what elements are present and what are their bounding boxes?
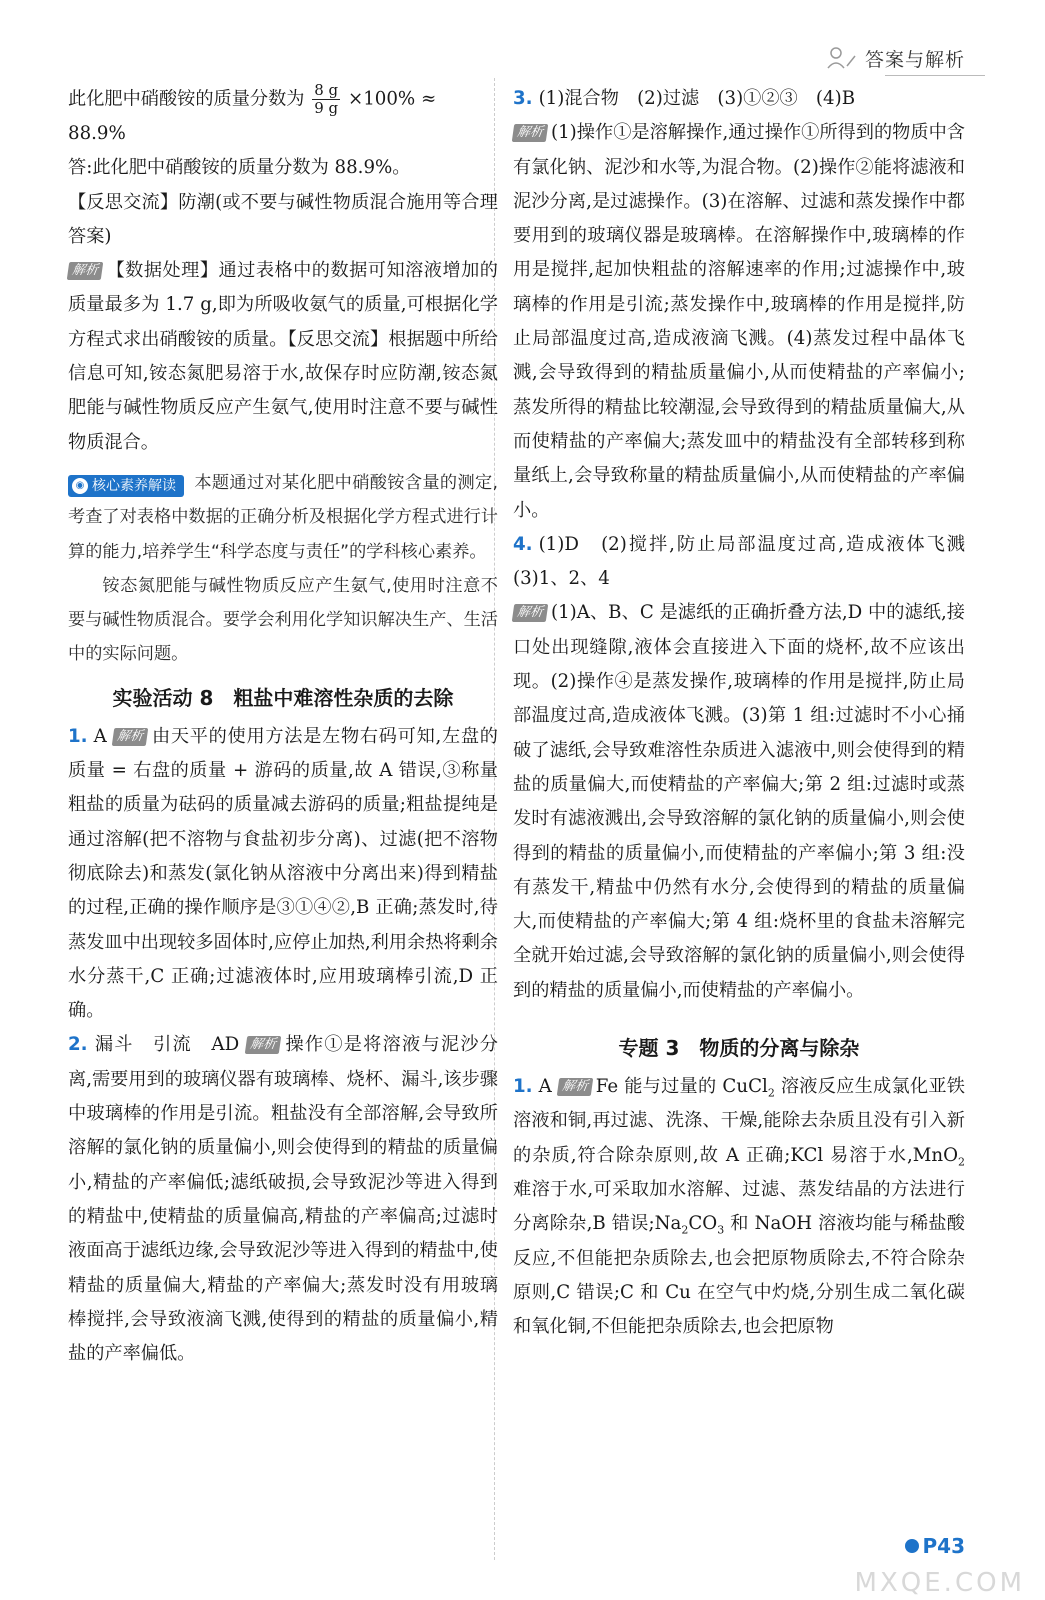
- core-para-1: [68, 466, 498, 569]
- analysis-tag: 解析: [67, 262, 104, 280]
- page-dot-icon: [905, 1539, 919, 1553]
- subscript: 2: [958, 1155, 965, 1169]
- analysis-tag: 解析: [512, 604, 549, 622]
- core-para-2: 铵态氮肥能与碱性物质反应产生氨气,使用时注意不要与碱性物质混合。要学会利用化学知识解决生产、生活中的实际问题。: [68, 575, 498, 665]
- page-number-text: P43: [922, 1534, 965, 1558]
- core-literacy-block: [68, 466, 498, 672]
- question-answer: 漏斗 引流 AD: [93, 1034, 240, 1056]
- question-number: 3.: [513, 88, 533, 109]
- section-title-activity8: 实验活动 8 粗盐中难溶性杂质的去除: [112, 685, 454, 710]
- calc-line: [68, 82, 498, 117]
- question-4: [513, 528, 984, 597]
- cartoon-logo-icon: [825, 44, 857, 72]
- page-number: [905, 1534, 966, 1558]
- question-answer: A: [538, 1076, 552, 1098]
- calc-prefix: 此化肥中硝酸铵的质量分数为: [68, 88, 305, 110]
- question-2: [68, 1028, 498, 1371]
- question-analysis: (1)操作①是溶解操作,通过操作①所得到的物质中含有氯化钠、泥沙和水等,为混合物。(2)操作②能将滤液和泥沙分离,是过滤操作。(3)在溶解、过滤和蒸发操作中都要用到的玻璃仪器是玻璃棒。在溶解操作中,玻璃棒的作用是搅拌,起加快粗盐的溶解速率的作用;过滤操作中,玻璃棒的作用是引流;蒸发操作中,玻璃棒的作用是搅拌,防止局部温度过高,造成液滴飞溅。(4)蒸发过程中晶体飞溅,会导致得到的精盐质量偏小,从而使精盐的产率偏小;蒸发所得的精盐比较潮湿,会导致得到的精盐质量偏大,从而使精盐的产率偏大;蒸发皿中的精盐没有全部转移到称量纸上,会导致称量的精盐质量偏小,从而使精盐的产率偏小。: [513, 122, 965, 521]
- analysis-part: 难溶于水,可采取加水溶解、过滤、蒸发结晶的方法进行分离除杂,B 错误;Na: [513, 1178, 965, 1235]
- calc-suffix: ×100% ≈: [347, 88, 437, 110]
- analysis-tag: 解析: [512, 124, 549, 142]
- analysis-tag: 解析: [557, 1078, 594, 1096]
- calc-result: 88.9%: [68, 123, 126, 144]
- answer-line: 答:此化肥中硝酸铵的质量分数为 88.9%。: [68, 157, 411, 179]
- question-answer: (1)混合物 (2)过滤 (3)①②③ (4)B: [538, 88, 856, 109]
- fraction-denominator: 9 g: [314, 99, 339, 117]
- subscript: 2: [767, 1086, 775, 1100]
- watermark: MXQE.COM: [854, 1568, 1025, 1598]
- analysis-part: 溶液反应生成氯化亚铁溶液和铜,再过滤、洗涤、干燥,能除去杂质且没有引入新的杂质,符合除杂原则,故 A 正确;KCl 易溶于水,MnO: [513, 1076, 965, 1166]
- question-3: [513, 82, 965, 116]
- question-analysis: 操作①是将溶液与泥沙分离,需要用到的玻璃仪器有玻璃棒、烧杯、漏斗,该步骤中玻璃棒的作用是引流。粗盐没有全部溶解,会导致所溶解的氯化钠的质量偏小,则会使得到的精盐的质量偏小,精盐的产率偏低;滤纸破损,会导致泥沙等进入得到的精盐中,使精盐的质量偏高,精盐的产率偏高;过滤时液面高于滤纸边缘,会导致泥沙等进入得到的精盐中,使精盐的质量偏大,精盐的产率偏大;蒸发时没有用玻璃棒搅拌,会导致液滴飞溅,使得到的精盐的质量偏小,精盐的产率偏低。: [68, 1034, 498, 1365]
- analysis-text: 【数据处理】通过表格中的数据可知溶液增加的质量最多为 1.7 g,即为所吸收氨气的质量,可根据化学方程式求出硝酸铵的质量。【反思交流】根据题中所给信息可知,铵态氮肥易溶于水,故保存时应防潮,铵态氮肥能与碱性物质反应产生氨气,使用时注意不要与碱性物质混合。: [68, 260, 498, 453]
- question-analysis: (1)A、B、C 是滤纸的正确折叠方法,D 中的滤纸,接口处出现缝隙,液体会直接进入下面的烧杯,故不应该出现。(2)操作④是蒸发操作,玻璃棒的作用是搅拌,防止局部温度过高,造成液体飞溅。(3)第 1 组:过滤时不小心捅破了滤纸,会导致难溶性杂质进入滤液中,则会使得到的精盐的质量偏大,而使精盐的产率偏大;第 2 组:过滤时或蒸发时有滤液溅出,会导致溶解的氯化钠的质量偏小,则会使得到的精盐的质量偏小,而使精盐的产率偏小;第 3 组:没有蒸发干,精盐中仍然有水分,会使得到的精盐的质量偏大,而使精盐的产率偏大;第 4 组:烧杯里的食盐未溶解完全就开始过滤,会导致溶解的氯化钠的质量偏小,则会使得到的精盐的质量偏小,而使精盐的产率偏小。: [513, 602, 965, 1001]
- question-3-analysis: [513, 116, 965, 528]
- question-answer: (1)D (2)搅拌,防止局部温度过高,造成液体飞溅 (3)1、2、4: [513, 533, 984, 590]
- left-column: [68, 82, 498, 1371]
- reflect-line: 【反思交流】防潮(或不要与碱性物质混合施用等合理答案): [68, 191, 498, 247]
- question-number: 1.: [513, 1076, 533, 1098]
- analysis-part: 和 NaOH 溶液均能与稀盐酸反应,不但能把杂质除去,也会把原物质除去,不符合除杂原则,C 错误;C 和 Cu 在空气中灼烧,分别生成二氧化碳和氧化铜,不但能把杂质除去,也会把原物: [513, 1213, 965, 1338]
- question-1: [68, 720, 498, 1029]
- subscript: 2: [681, 1223, 689, 1237]
- subscript: 3: [717, 1223, 725, 1237]
- question-number: 4.: [513, 533, 533, 555]
- core-badge-label: 核心素养解读: [92, 477, 176, 494]
- question-number: 2.: [68, 1034, 88, 1056]
- page-header: [825, 38, 965, 78]
- right-column: [513, 82, 984, 1344]
- core-text-1: 本题通过对某化肥中硝酸铵含量的测定,考查了对表格中数据的正确分析及根据化学方程式进行计算的能力,培养学生“科学态度与责任”的学科核心素养。: [68, 472, 498, 562]
- analysis-tag: 解析: [245, 1036, 282, 1054]
- analysis-block: [68, 254, 498, 460]
- header-title: 答案与解析: [864, 48, 965, 71]
- question-4-analysis: [513, 596, 965, 1008]
- question-analysis: 由天平的使用方法是左物右码可知,左盘的质量 = 右盘的质量 + 游码的质量,故 A 错误,③称量粗盐的质量为砝码的质量减去游码的质量;粗盐提纯是通过溶解(把不溶物与食盐初步分离)、过滤(把不溶物彻底除去)和蒸发(氯化钠从溶液中分离出来)得到精盐的过程,正确的操作顺序是③①④②,B 正确;蒸发时,待蒸发皿中出现较多固体时,应停止加热,利用余热将剩余水分蒸干,C 正确;过滤液体时,应用玻璃棒引流,D 正确。: [68, 725, 498, 1022]
- analysis-part: CO: [688, 1213, 718, 1235]
- question-number: 1.: [68, 725, 88, 747]
- core-badge-icon: ◉: [72, 478, 88, 494]
- section-title-topic3: 专题 3 物质的分离与除杂: [618, 1036, 860, 1061]
- fraction-numerator: 8 g: [314, 81, 339, 99]
- core-badge: [68, 475, 184, 497]
- header-rule: [885, 75, 985, 76]
- topic3-question-1: [513, 1070, 965, 1344]
- analysis-tag: 解析: [112, 728, 149, 746]
- analysis-part: Fe 能与过量的 CuCl: [595, 1076, 768, 1098]
- question-answer: A: [93, 725, 107, 747]
- fraction: [312, 82, 340, 117]
